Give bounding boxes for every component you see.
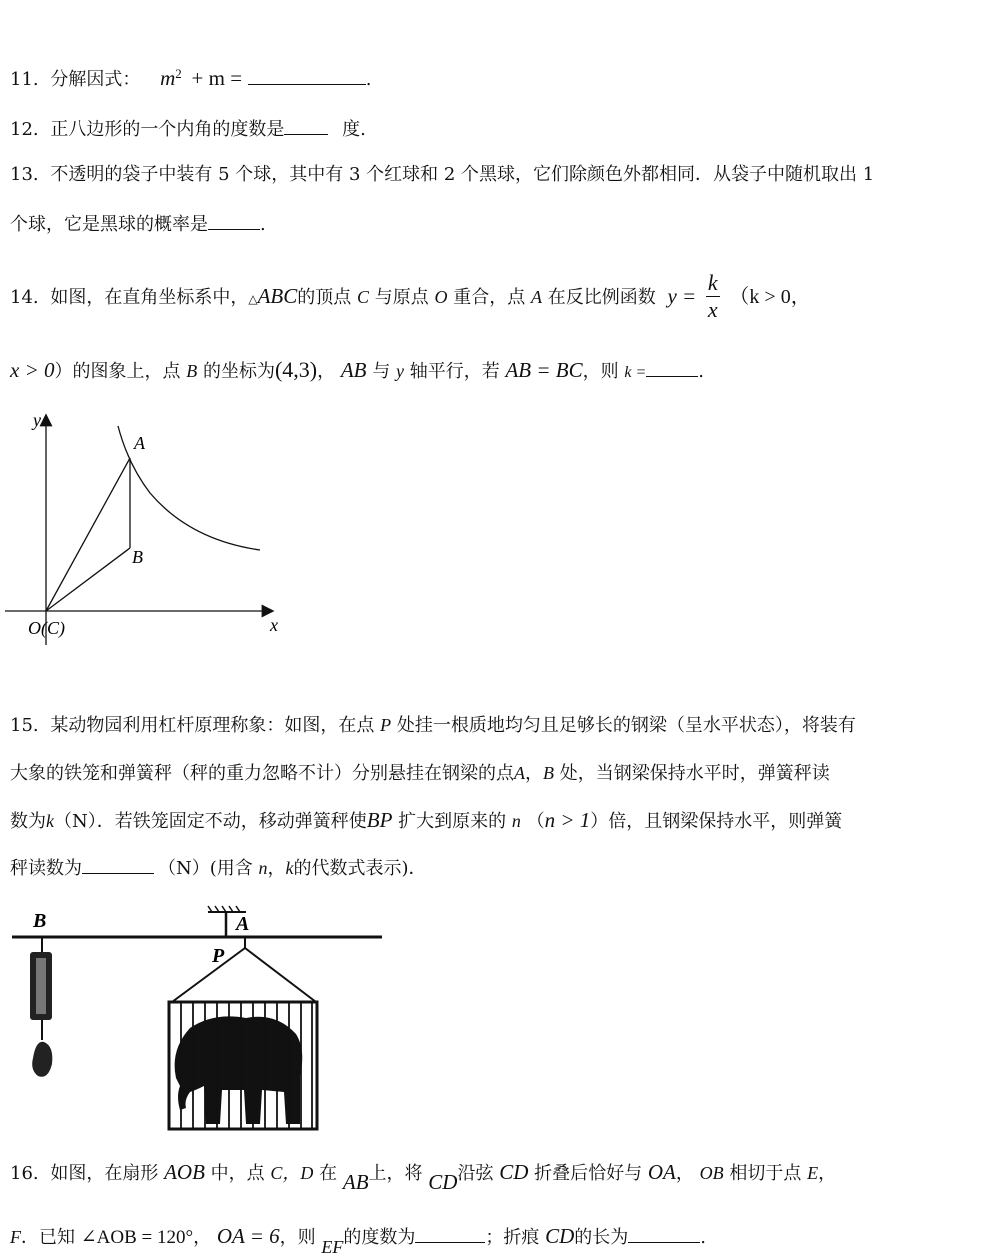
question-11: 11. 分解因式： $m^2 + m$ = . bbox=[10, 66, 372, 90]
question-16-line2: F．已知 ∠AOB = 120°， OA = 6，则 EF的度数为 ；折痕 CD的长为 . bbox=[10, 1224, 707, 1257]
expr-m: m bbox=[160, 66, 176, 90]
question-13-line1: 13. 不透明的袋子中装有 5 个球，其中有 3 个红球和 2 个黑球，它们除颜色外都相同．从袋子中随机取出 1 bbox=[10, 164, 875, 185]
segment-OA bbox=[46, 458, 130, 611]
fraction-k-over-x: $\frac{k}{x}$ bbox=[707, 269, 718, 322]
segment-OB bbox=[46, 548, 130, 611]
question-15-line1: 15. 某动物园利用杠杆原理称象：如图，在点 P 处挂一根质地均匀且足够长的钢梁（呈水平状态），将装有 bbox=[10, 715, 856, 736]
question-13-line2: 个球，它是黑球的概率是 . bbox=[10, 211, 266, 237]
origin-label: O(C) bbox=[28, 618, 65, 638]
answer-blank-15[interactable] bbox=[82, 855, 154, 874]
arc-CD: CD bbox=[428, 1170, 458, 1194]
lever-figure bbox=[0, 900, 390, 1140]
question-15-line3: 数为k（N）．若铁笼固定不动，移动弹簧秤使BP 扩大到原来的 n （n > 1）倍，且钢梁保持水平，则弹簧 bbox=[10, 808, 843, 832]
arc-EF: EF bbox=[321, 1237, 344, 1257]
question-14-line2: x > 0）的图象上，点 B 的坐标为(4,3)， AB 与 y 轴平行，若 AB = BC，则 k = . bbox=[10, 357, 704, 382]
question-14-line1: 14. 如图，在直角坐标系中，△ABC的顶点 C 与原点 O 重合，点 A 在反比例函数 y = $\frac{k}{x}$ （k > 0， bbox=[10, 269, 811, 322]
question-15-line2: 大象的铁笼和弹簧秤（秤的重力忽略不计）分别悬挂在钢梁的点A，B 处，当钢梁保持水平时，弹簧秤读 bbox=[10, 763, 830, 784]
arc-AB: AB bbox=[342, 1170, 369, 1194]
lever-P-label: P bbox=[212, 945, 225, 967]
lever-A-label: A bbox=[236, 913, 250, 935]
answer-blank-11[interactable] bbox=[248, 66, 366, 85]
answer-blank-16a[interactable] bbox=[415, 1224, 485, 1243]
question-15-line4: 秤读数为 （N）(用含 n，k的代数式表示)． bbox=[10, 855, 427, 881]
question-16-line1: 16. 如图，在扇形 AOB 中，点 C，D 在 AB上，将 CD沿弦 CD 折叠后恰好与 OA， OB 相切于点 E， bbox=[10, 1160, 837, 1194]
y-axis-label: y bbox=[33, 410, 41, 430]
lever-B-label: B bbox=[33, 910, 47, 932]
answer-blank-16b[interactable] bbox=[628, 1224, 700, 1243]
answer-blank-12[interactable] bbox=[284, 116, 328, 135]
point-A-label: A bbox=[134, 433, 145, 453]
elephant-cage bbox=[169, 937, 317, 1129]
question-12: 12. 正八边形的一个内角的度数是 度. bbox=[10, 116, 366, 142]
x-axis-label: x bbox=[270, 615, 278, 635]
spring-scale bbox=[30, 937, 52, 1077]
coordinate-figure bbox=[0, 400, 300, 650]
answer-blank-14[interactable] bbox=[646, 358, 698, 377]
answer-blank-13[interactable] bbox=[208, 211, 260, 230]
point-B-label: B bbox=[132, 547, 143, 567]
